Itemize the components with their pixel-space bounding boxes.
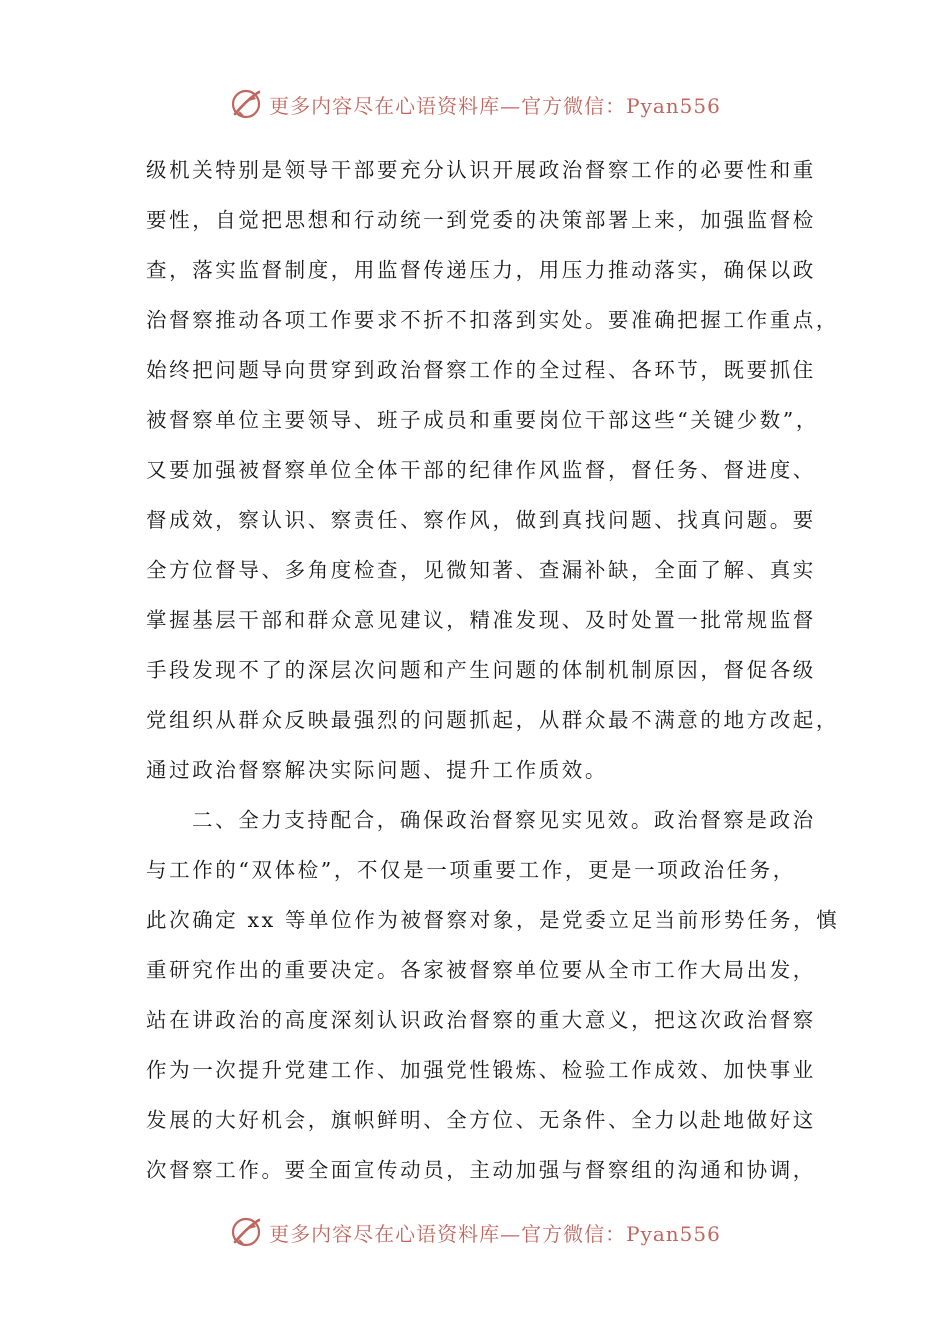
text-line: 党组织从群众反映最强烈的问题抓起，从群众最不满意的地方改起，: [146, 708, 839, 732]
text-line: 次督察工作。要全面宣传动员，主动加强与督察组的沟通和协调，: [146, 1158, 816, 1182]
section-heading-line: 二、全力支持配合，确保政治督察见实见效。政治督察是政治: [192, 808, 816, 832]
footer-banner-text: 更多内容尽在心语资料库—官方微信：Pyan556: [269, 1221, 721, 1246]
text-line: 督成效，察认识、察责任、察作风，做到真找问题、找真问题。要: [146, 508, 816, 532]
text-line: 站在讲政治的高度深刻认识政治督察的重大意义，把这次政治督察: [146, 1008, 816, 1032]
document-body: [146, 145, 840, 1195]
text-line: 与工作的“双体检”，不仅是一项重要工作，更是一项政治任务，: [146, 858, 796, 882]
text-line: 发展的大好机会，旗帜鲜明、全方位、无条件、全力以赴地做好这: [146, 1108, 816, 1132]
text-line: 作为一次提升党建工作、加强党性锻炼、检验工作成效、加快事业: [146, 1058, 816, 1082]
text-line: 通过政治督察解决实际问题、提升工作质效。: [146, 758, 608, 782]
text-line: 始终把问题导向贯穿到政治督察工作的全过程、各环节，既要抓住: [146, 358, 816, 382]
footer-banner: [0, 1210, 950, 1254]
header-banner-text: 更多内容尽在心语资料库—官方微信：Pyan556: [269, 93, 721, 118]
text-line: 全方位督导、多角度检查，见微知著、查漏补缺，全面了解、真实: [146, 558, 816, 582]
text-line: 此次确定 xx 等单位作为被督察对象，是党委立足当前形势任务，慎: [146, 908, 840, 932]
text-line: 被督察单位主要领导、班子成员和重要岗位干部这些“关键少数”，: [146, 408, 819, 432]
text-line: 又要加强被督察单位全体干部的纪律作风监督，督任务、督进度、: [146, 458, 816, 482]
text-line: 手段发现不了的深层次问题和产生问题的体制机制原因，督促各级: [146, 658, 816, 682]
pen-circle-logo-icon: [229, 87, 263, 121]
text-line: 查，落实监督制度，用监督传递压力，用压力推动落实，确保以政: [146, 258, 816, 282]
header-banner: [0, 82, 950, 126]
text-line: 级机关特别是领导干部要充分认识开展政治督察工作的必要性和重: [146, 158, 816, 182]
text-line: 重研究作出的重要决定。各家被督察单位要从全市工作大局出发，: [146, 958, 816, 982]
text-line: 掌握基层干部和群众意见建议，精准发现、及时处置一批常规监督: [146, 608, 816, 632]
text-line: 治督察推动各项工作要求不折不扣落到实处。要准确把握工作重点，: [146, 308, 839, 332]
pen-circle-logo-icon: [229, 1215, 263, 1249]
text-line: 要性，自觉把思想和行动统一到党委的决策部署上来，加强监督检: [146, 208, 816, 232]
